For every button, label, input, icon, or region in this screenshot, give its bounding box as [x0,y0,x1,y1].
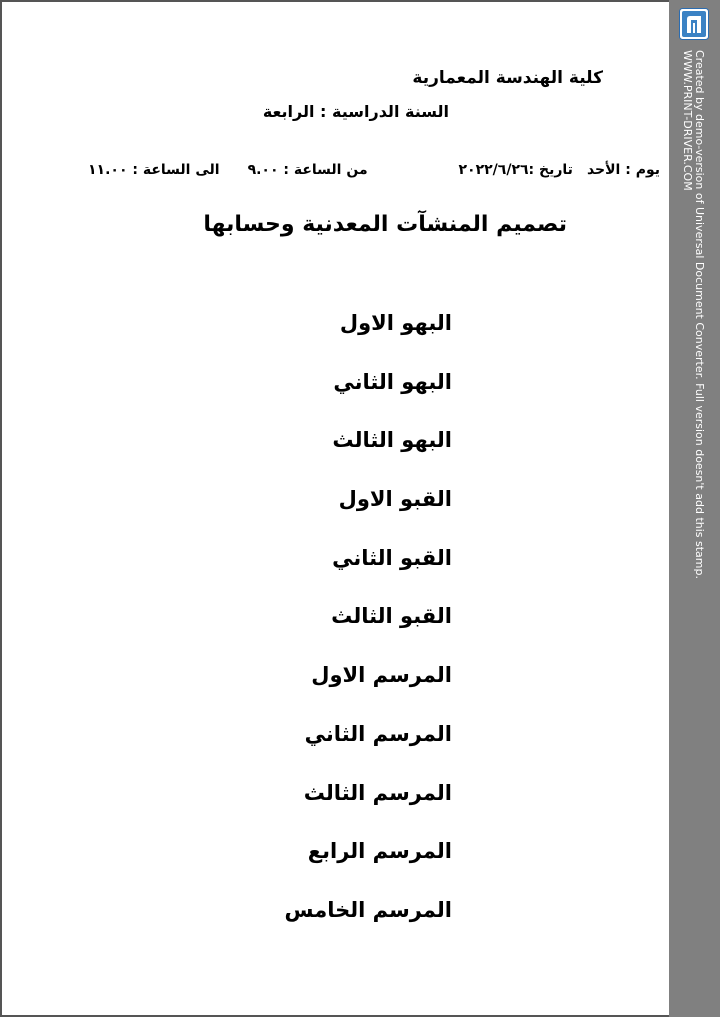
exam-schedule [88,162,660,178]
schedule-times-group [88,162,368,178]
list-item: البهو الاول [339,311,452,335]
list-item: القبو الاول [338,487,452,512]
list-item: المرسم الثالث [303,780,452,805]
exam-from-time: من الساعة : ٩.٠٠ [247,162,368,178]
list-item: القبو الثاني [332,545,452,570]
exam-to-time: الى الساعة : ١١.٠٠ [88,162,220,178]
list-item: البهو الثالث [332,428,452,453]
stamp-line-url[interactable]: WWW.PRINT-DRIVER.COM [681,50,694,191]
stamp-line-main: Created by demo-version of Universal Document Converter. Full version doesn't add this stamp. [693,50,706,579]
hall-list [285,304,452,950]
list-item: المرسم الخامس [284,897,452,922]
list-item: البهو الثاني [333,369,452,394]
academic-year: السنة الدراسية : الرابعة [262,102,449,121]
udc-logo-icon [679,8,709,40]
schedule-date-group [459,162,661,178]
list-item: المرسم الاول [311,663,452,688]
list-item: القبو الثالث [331,604,452,629]
subject-title: تصميم المنشآت المعدنية وحسابها [203,212,567,237]
exam-date: تاريخ :٢٠٢٢/٦/٢٦ [458,162,573,178]
faculty-title: كلية الهندسة المعمارية [412,68,603,88]
list-item: المرسم الثاني [304,721,452,746]
converter-stamp [681,50,705,590]
exam-day: يوم : الأحد [586,162,660,178]
list-item: المرسم الرابع [307,839,452,864]
stamp-text-block [681,50,705,579]
